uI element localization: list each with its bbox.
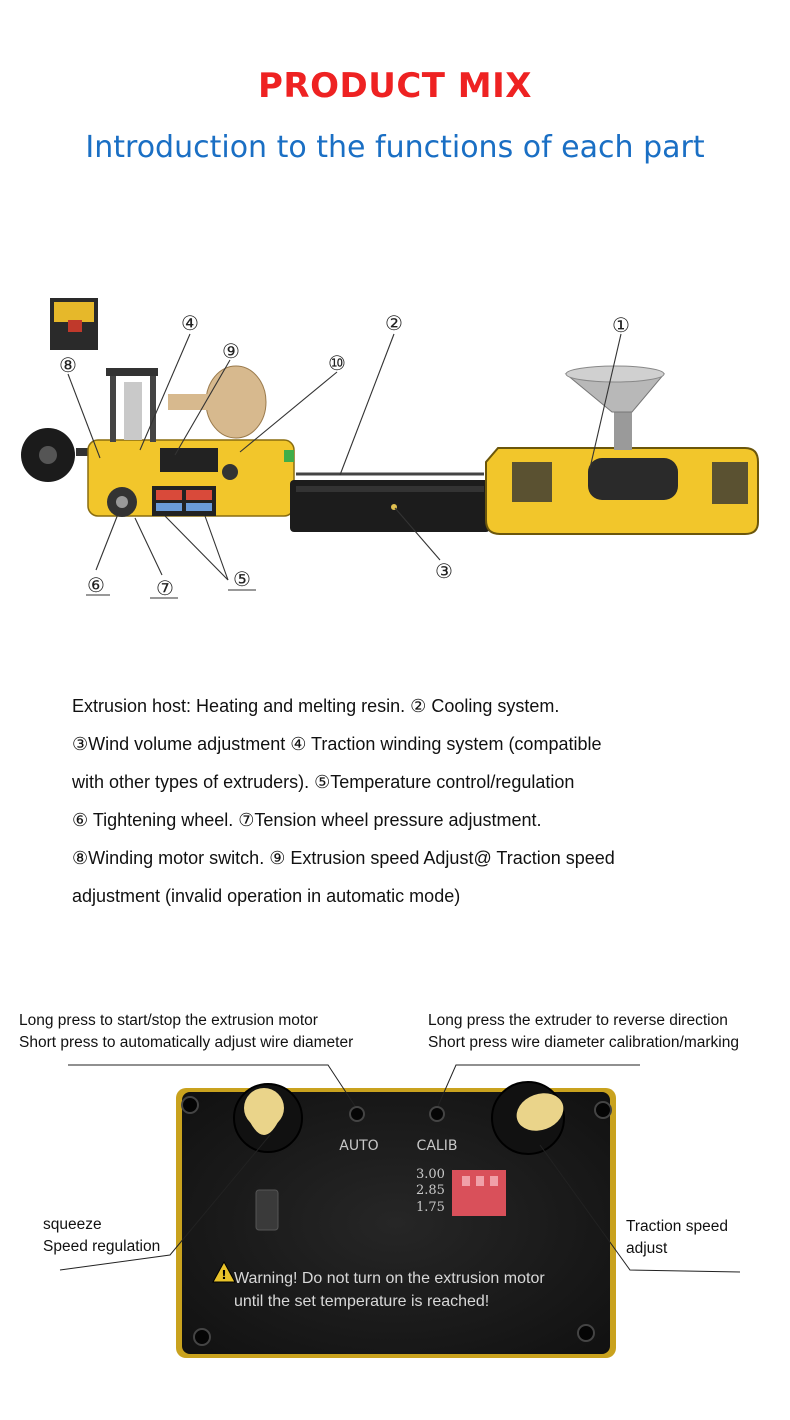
label-line: Short press to automatically adjust wire diameter: [19, 1034, 354, 1051]
description-line: ⑥ Tightening wheel. ⑦Tension wheel pressure adjustment.: [72, 810, 542, 830]
description-block: [72, 687, 732, 915]
switch-inset-image: [50, 298, 98, 350]
extrusion-speed-knob[interactable]: [234, 1084, 302, 1152]
svg-text:!: !: [221, 1268, 227, 1282]
label-line: squeeze: [43, 1216, 102, 1233]
label-line: Long press to start/stop the extrusion motor: [19, 1012, 318, 1029]
warning-text-line: Warning! Do not turn on the extrusion motor: [234, 1270, 545, 1287]
description-line: with other types of extruders). ⑤Temperature control/regulation: [72, 772, 575, 792]
callout-10: ⑩: [328, 351, 346, 375]
status-indicator: [256, 1190, 278, 1230]
page-subtitle: Introduction to the functions of each part: [85, 130, 705, 165]
label-line: Long press the extruder to reverse direction: [428, 1012, 728, 1029]
callout-8: ⑧: [59, 353, 77, 377]
auto-button-description: [19, 1010, 353, 1054]
label-line: Short press wire diameter calibration/marking: [428, 1034, 739, 1051]
cooling-system: [290, 474, 490, 532]
auto-label: AUTO: [339, 1138, 379, 1154]
description-line: adjustment (invalid operation in automatic mode): [72, 886, 461, 906]
callout-9: ⑨: [222, 339, 240, 363]
traction-knob-description: [626, 1216, 728, 1260]
calib-button-description: [428, 1010, 739, 1054]
description-line: ③Wind volume adjustment ④ Traction winding system (compatible: [72, 734, 602, 754]
label-line: Speed regulation: [43, 1238, 161, 1255]
callout-4: ④: [181, 311, 199, 335]
diameter-option: 3.00: [416, 1167, 445, 1182]
machine-diagram: [0, 290, 790, 610]
callout-7: ⑦: [156, 576, 174, 600]
label-line: Traction speed: [626, 1218, 728, 1235]
extrusion-host: [486, 366, 758, 534]
callout-2: ②: [385, 311, 403, 335]
calib-label: CALIB: [416, 1138, 458, 1154]
label-line: adjust: [626, 1240, 668, 1257]
description-line: Extrusion host: Heating and melting resin. ② Cooling system.: [72, 696, 560, 716]
page-title: PRODUCT MIX: [257, 66, 532, 106]
warning-text-line: until the set temperature is reached!: [234, 1293, 490, 1310]
callout-1: ①: [612, 313, 630, 337]
auto-button[interactable]: [350, 1107, 364, 1121]
callout-6: ⑥: [87, 573, 105, 597]
diameter-option: 2.85: [416, 1183, 445, 1198]
diameter-option: 1.75: [416, 1200, 445, 1215]
extrusion-knob-description: [43, 1214, 160, 1258]
callout-3: ③: [435, 559, 453, 583]
calib-button[interactable]: [430, 1107, 444, 1121]
description-line: ⑧Winding motor switch. ⑨ Extrusion speed Adjust@ Traction speed: [72, 848, 615, 868]
callout-5: ⑤: [233, 567, 251, 591]
control-panel-image: [0, 1000, 790, 1400]
